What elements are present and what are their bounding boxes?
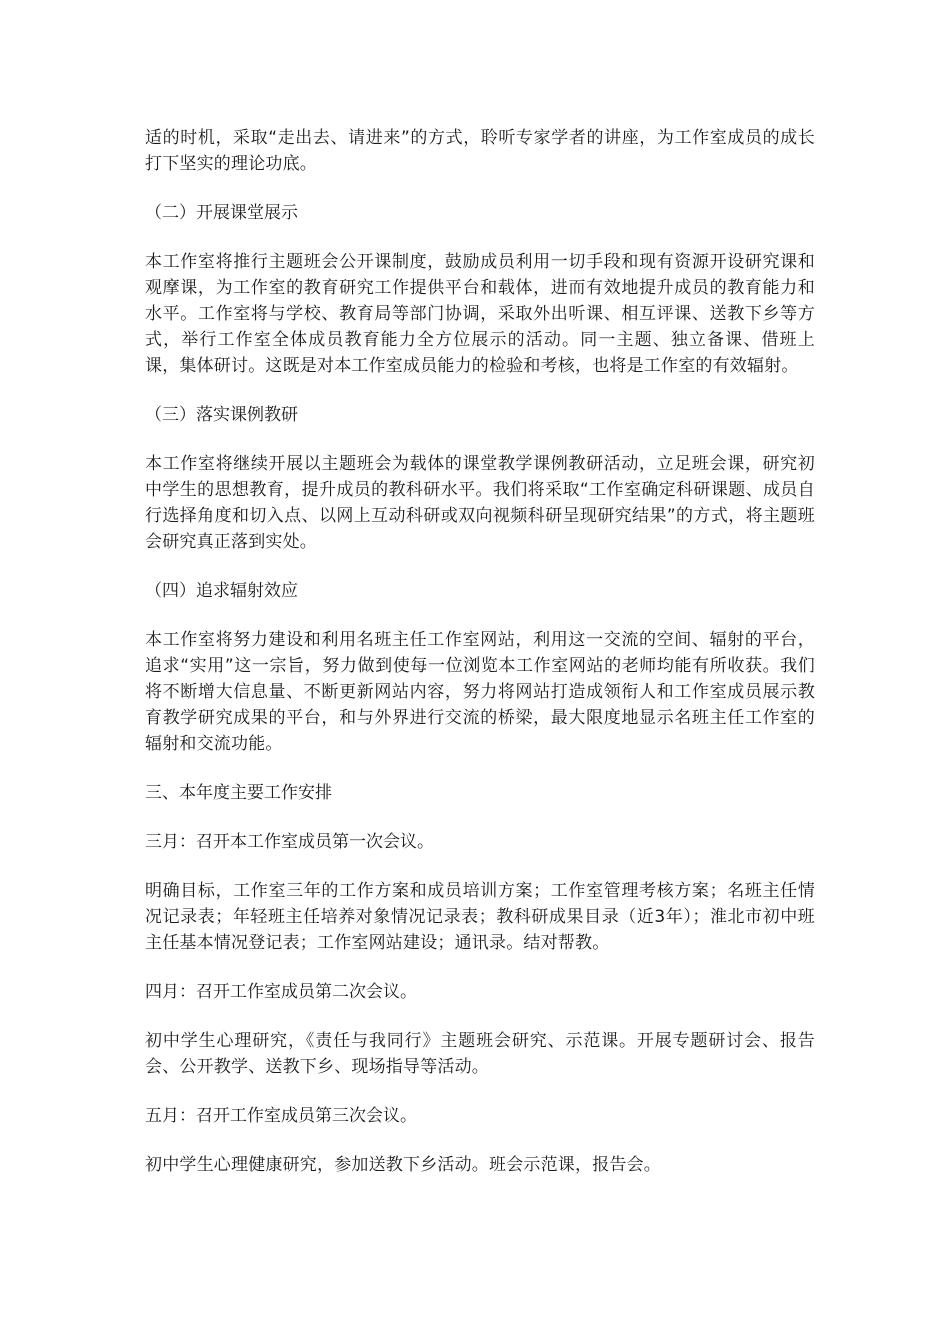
document-body <box>145 125 815 1201</box>
month-heading-april: 四月：召开工作室成员第二次会议。 <box>145 982 417 1002</box>
paragraph-radiation-effect: 本工作室将努力建设和利用名班主任工作室网站，利用这一交流的空间、辐射的平台，追求“实用”这一宗旨，努力做到使每一位浏览本工作室网站的老师均能有所收获。我们将不断增大信息量、不断更新网站内容，努力将网站打造成领衔人和工作室成员展示教育教学研究成果的平台，和与外界进行交流的桥梁，最大限度地显示名班主任工作室的辐射和交流功能。 <box>145 630 815 754</box>
paragraph-classroom-display: 本工作室将推行主题班会公开课制度，鼓励成员利用一切手段和现有资源开设研究课和观摩课，为工作室的教育研究工作提供平台和载体，进而有效地提升成员的教育能力和水平。工作室将与学校、教育局等部门协调，采取外出听课、相互评课、送教下乡等方式，举行工作室全体成员教育能力全方位展示的活动。同一主题、独立备课、借班上课，集体研讨。这既是对本工作室成员能力的检验和考核，也将是工作室的有效辐射。 <box>145 252 815 376</box>
month-heading-march: 三月：召开本工作室成员第一次会议。 <box>145 832 434 852</box>
paragraph-march-tasks: 明确目标，工作室三年的工作方案和成员培训方案；工作室管理考核方案；名班主任情况记录表；年轻班主任培养对象情况记录表；教科研成果目录（近3年）；淮北市初中班主任基本情况登记表；工作室网站建设；通讯录。结对帮教。 <box>145 881 815 953</box>
section-heading-annual-plan: 三、本年度主要工作安排 <box>145 783 332 803</box>
month-heading-may: 五月：召开工作室成员第三次会议。 <box>145 1106 417 1126</box>
paragraph-case-research: 本工作室将继续开展以主题班会为载体的课堂教学课例教研活动，立足班会课，研究初中学生的思想教育，提升成员的教科研水平。我们将采取“工作室确定科研课题、成员自行选择角度和切入点、以网上互动科研或双向视频科研呈现研究结果”的方式，将主题班会研究真正落到实处。 <box>145 454 815 552</box>
section-heading-case-research: （三）落实课例教研 <box>145 405 298 425</box>
section-heading-radiation-effect: （四）追求辐射效应 <box>145 581 298 601</box>
section-heading-classroom-display: （二）开展课堂展示 <box>145 203 298 223</box>
paragraph-april-tasks: 初中学生心理研究，《责任与我同行》主题班会研究、示范课。开展专题研讨会、报告会、公开教学、送教下乡、现场指导等活动。 <box>145 1031 815 1077</box>
paragraph-intro-continuation: 适的时机，采取“走出去、请进来”的方式，聆听专家学者的讲座，为工作室成员的成长打下坚实的理论功底。 <box>145 128 815 174</box>
paragraph-may-tasks: 初中学生心理健康研究，参加送教下乡活动。班会示范课，报告会。 <box>145 1155 661 1175</box>
